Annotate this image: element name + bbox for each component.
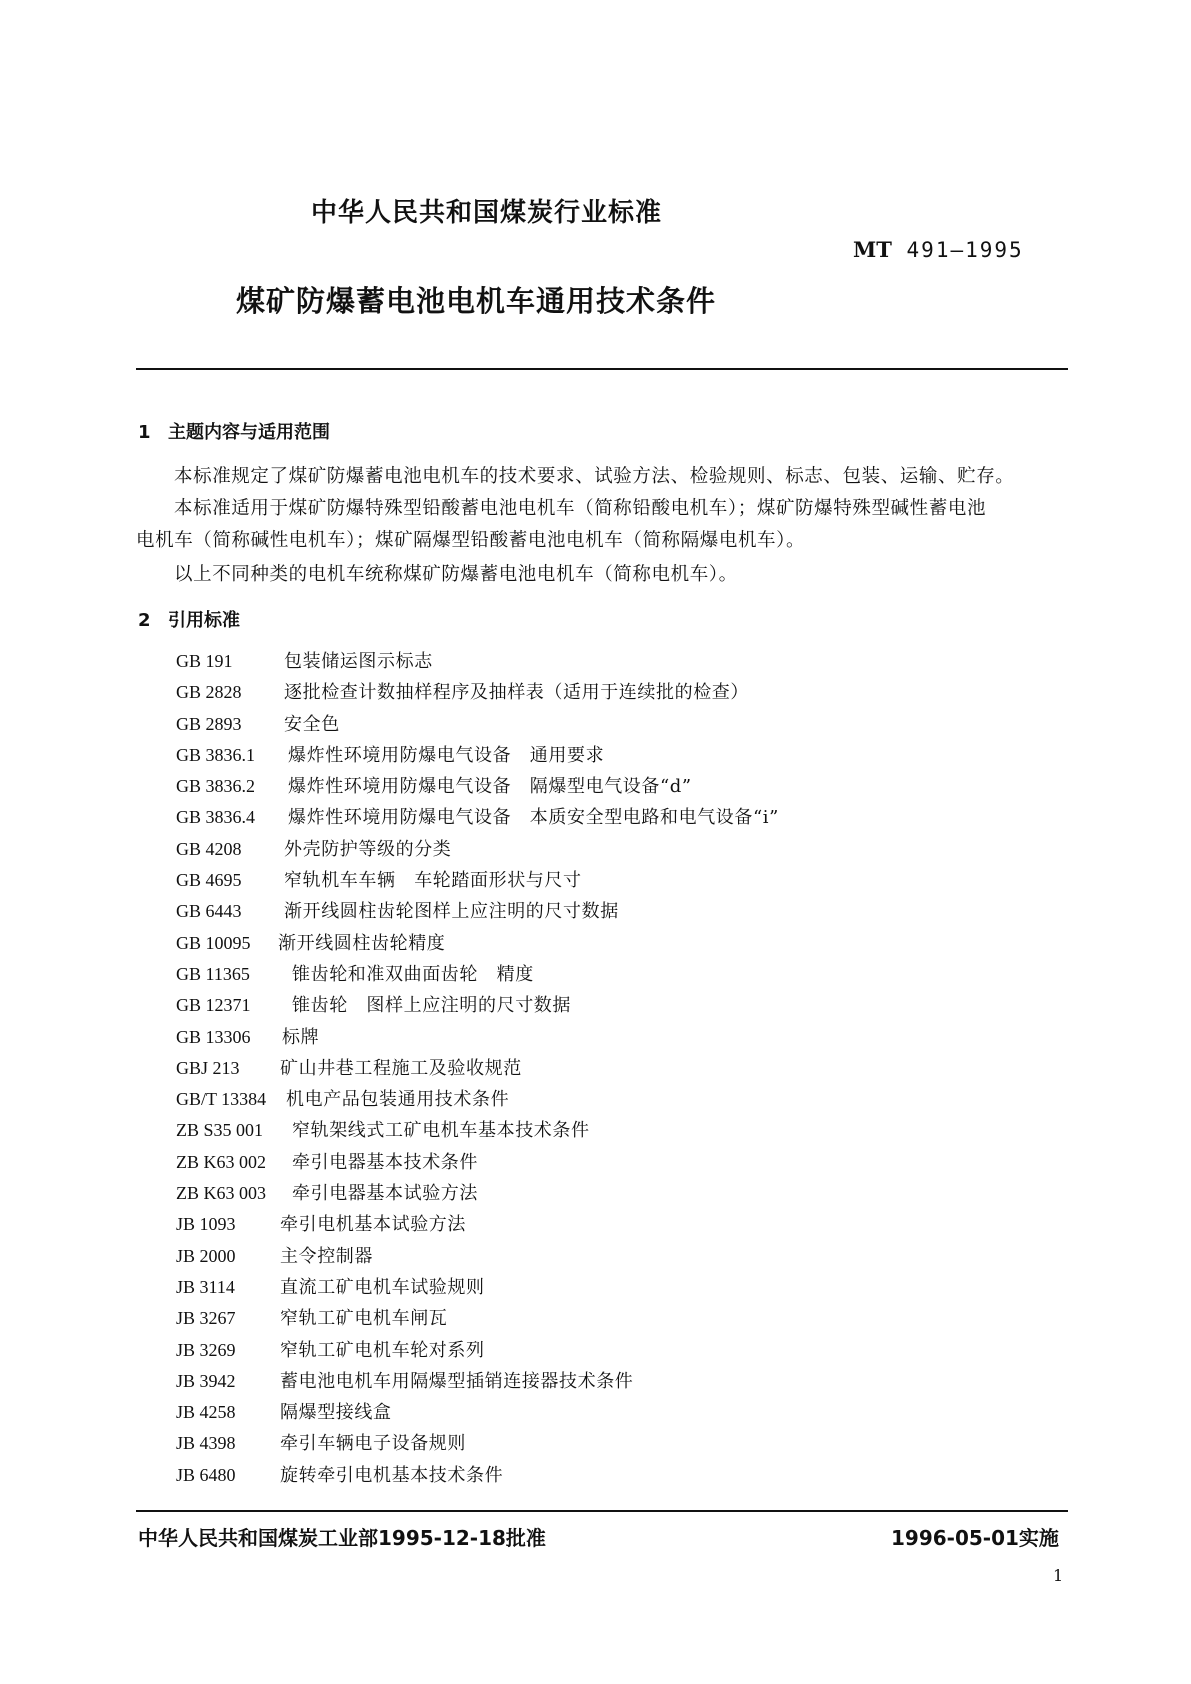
reference-title: 渐开线圆柱齿轮精度 [278,932,446,954]
implementation-date: 1996-05-01实施 [891,1526,1059,1550]
standard-organization: 中华人民共和国煤炭行业标准 [311,198,663,228]
section-2-number: 2 [138,610,151,631]
reference-item [176,1084,779,1115]
reference-title: 牵引电器基本试验方法 [292,1183,478,1205]
reference-code: JB 3269 [176,1339,236,1360]
reference-item [176,771,779,802]
reference-title: 旋转牵引电机基本技术条件 [280,1464,504,1486]
section-1-paragraph-1: 本标准规定了煤矿防爆蓄电池电机车的技术要求、试验方法、检验规则、标志、包装、运输、贮存。 [174,466,1015,487]
reference-title: 锥齿轮和准双曲面齿轮 精度 [292,963,534,985]
reference-title: 窄轨机车车辆 车轮踏面形状与尺寸 [284,870,582,892]
reference-item [176,740,779,771]
reference-item [176,834,779,865]
reference-title: 主令控制器 [280,1245,373,1267]
reference-title: 标牌 [282,1026,320,1048]
reference-item [176,1397,779,1428]
reference-item [176,1022,779,1053]
section-1-heading [138,418,330,444]
reference-code: GB 13306 [176,1026,251,1047]
reference-title: 爆炸性环境用防爆电气设备 本质安全型电路和电气设备“i” [288,807,779,829]
reference-title: 锥齿轮 图样上应注明的尺寸数据 [292,995,571,1017]
reference-title: 窄轨工矿电机车轮对系列 [280,1339,485,1361]
reference-title: 机电产品包装通用技术条件 [286,1089,510,1111]
reference-title: 逐批检查计数抽样程序及抽样表（适用于连续批的检查） [284,682,749,704]
footer-divider [136,1510,1068,1512]
reference-item [176,1241,779,1272]
reference-code: GB 2893 [176,713,242,734]
reference-title: 外壳防护等级的分类 [284,838,452,860]
reference-code: JB 4398 [176,1433,236,1454]
reference-code: JB 4258 [176,1402,236,1423]
reference-title: 爆炸性环境用防爆电气设备 隔爆型电气设备“d” [288,776,692,798]
reference-title: 直流工矿电机车试验规则 [280,1276,485,1298]
reference-title: 爆炸性环境用防爆电气设备 通用要求 [288,744,605,766]
reference-item [176,1303,779,1334]
section-1-title: 主题内容与适用范围 [168,422,330,443]
reference-code: GB 3836.4 [176,807,256,828]
reference-code: ZB S35 001 [176,1120,264,1141]
reference-title: 矿山井巷工程施工及验收规范 [280,1057,522,1079]
document-title: 煤矿防爆蓄电池电机车通用技术条件 [236,284,717,318]
reference-item [176,1272,779,1303]
reference-code: JB 6480 [176,1464,236,1485]
reference-title: 隔爆型接线盒 [280,1402,392,1424]
section-1-paragraph-3: 以上不同种类的电机车统称煤矿防爆蓄电池电机车（简称电机车）。 [174,564,738,585]
reference-title: 包装储运图示标志 [284,651,433,672]
reference-list [176,646,779,1491]
reference-item [176,1115,779,1146]
reference-item [176,1209,779,1240]
reference-code: GB 3836.2 [176,776,256,797]
reference-code: GB/T 13384 [176,1089,267,1110]
reference-item [176,1366,779,1397]
reference-code: JB 1093 [176,1214,236,1235]
reference-code: GB 11365 [176,963,250,984]
reference-item [176,990,779,1021]
reference-code: JB 2000 [176,1245,236,1266]
reference-title: 牵引车辆电子设备规则 [280,1433,466,1455]
reference-code: JB 3267 [176,1308,236,1329]
section-2-title: 引用标准 [168,610,240,631]
reference-code: GB 3836.1 [176,744,256,765]
standard-number-value: 491—1995 [906,238,1024,262]
section-1-number: 1 [138,422,151,443]
reference-title: 渐开线圆柱齿轮图样上应注明的尺寸数据 [284,901,619,923]
reference-item [176,865,779,896]
reference-code: GB 12371 [176,995,251,1016]
section-1-paragraph-2-line-2: 电机车（简称碱性电机车）；煤矿隔爆型铅酸蓄电池电机车（简称隔爆电机车）。 [136,530,806,551]
standard-prefix: MT [853,237,892,262]
page-number: 1 [1053,1566,1064,1585]
header-divider [136,368,1068,370]
reference-code: GB 2828 [176,682,242,703]
section-1-paragraph-2-line-1: 本标准适用于煤矿防爆特殊型铅酸蓄电池电机车（简称铅酸电机车）；煤矿防爆特殊型碱性蓄电池 [174,498,987,519]
reference-code: GB 4695 [176,870,242,891]
reference-title: 安全色 [284,713,340,735]
reference-code: GB 191 [176,651,233,671]
standard-number [853,237,1024,262]
reference-title: 牵引电机基本试验方法 [280,1214,466,1236]
reference-item [176,1460,779,1491]
reference-item [176,709,779,740]
reference-item [176,896,779,927]
reference-item [176,1178,779,1209]
section-2-heading [138,606,240,632]
reference-code: ZB K63 003 [176,1183,266,1204]
reference-item [176,802,779,833]
reference-code: JB 3942 [176,1370,236,1391]
reference-title: 窄轨工矿电机车闸瓦 [280,1308,448,1330]
reference-item [176,1147,779,1178]
reference-code: JB 3114 [176,1276,235,1297]
reference-item [176,959,779,990]
reference-code: GB 10095 [176,932,251,953]
reference-item [176,646,779,677]
reference-item [176,928,779,959]
reference-title: 蓄电池电机车用隔爆型插销连接器技术条件 [280,1370,634,1392]
reference-item [176,1428,779,1459]
reference-code: GB 6443 [176,901,242,922]
reference-code: ZB K63 002 [176,1151,266,1172]
reference-item [176,1335,779,1366]
reference-code: GBJ 213 [176,1057,240,1078]
reference-title: 窄轨架线式工矿电机车基本技术条件 [292,1120,590,1142]
reference-item [176,677,779,708]
reference-item [176,1053,779,1084]
reference-title: 牵引电器基本技术条件 [292,1151,478,1173]
reference-code: GB 4208 [176,838,242,859]
approval-date: 中华人民共和国煤炭工业部1995-12-18批准 [138,1526,546,1550]
